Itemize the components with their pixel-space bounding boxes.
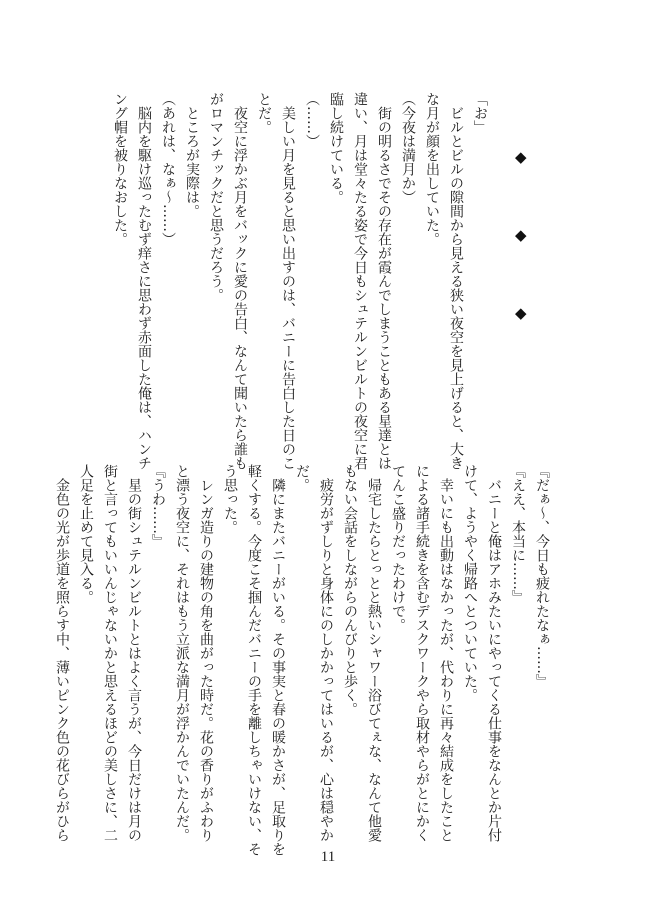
text-column: 脳内を駆け巡ったむず痒さに思わず赤面した俺は、ハンチ — [136, 106, 152, 470]
text-column: 臨し続けている。 — [328, 92, 344, 204]
text-column: てんこ盛りだったわけで。 — [390, 464, 406, 632]
text-column: 違い、月は堂々たる姿で今日もシュテルンビルトの夜空に君 — [352, 92, 368, 470]
text-column: ビルとビルの隙間から見える狭い夜空を見上げると、大き — [448, 106, 464, 470]
text-column: （あれは、なぁ〜……） — [160, 92, 176, 246]
page-number: 11 — [320, 849, 336, 865]
text-column: 星の街シュテルンビルトとはよく言うが、今日だけは月の — [126, 478, 142, 842]
text-column: 『だぁ〜、今日も疲れたなぁ……』 — [534, 464, 550, 688]
scene-break-diamond: ◆ — [515, 226, 527, 244]
text-column: 人足を止めて見入る。 — [78, 464, 94, 604]
scene-break-diamond: ◆ — [515, 148, 527, 166]
text-column: 美しい月を見ると思い出すのは、バニーに告白した日のこ — [280, 106, 296, 470]
text-column: （……） — [304, 92, 320, 148]
text-column: だ。 — [294, 464, 310, 492]
text-column: バニーと俺はアホみたいにやってくる仕事をなんとか片付 — [486, 478, 502, 842]
text-column: けて、ようやく帰路へとついていた。 — [462, 464, 478, 702]
text-column: 帰宅したらとっとと熱いシャワー浴びてぇな、なんて他愛 — [366, 478, 382, 842]
text-column: とだ。 — [256, 92, 272, 134]
text-column: （今夜は満月か） — [400, 92, 416, 204]
text-column: 街と言ってもいいんじゃないかと思えるほどの美しさに、二 — [102, 464, 118, 842]
text-column: がロマンチックだと思うだろう。 — [208, 92, 224, 302]
text-column: 金色の光が歩道を照らす中、薄いピンク色の花びらがひら — [54, 478, 70, 842]
text-column: 街の明るさでその存在が霞んでしまうこともある星達とは — [376, 106, 392, 470]
text-column: レンガ造りの建物の角を曲がった時だ。花の香りがふわり — [198, 478, 214, 842]
text-column: う思った。 — [222, 464, 238, 534]
text-column: 『うわ……』 — [150, 464, 166, 548]
text-column: 幸いにも出動はなかったが、代わりに再々結成をしたこと — [438, 478, 454, 842]
scene-break-diamond: ◆ — [515, 304, 527, 322]
text-column: な月が顔を出していた。 — [424, 92, 440, 246]
text-column: 『ええ、本当に……』 — [510, 464, 526, 604]
text-column: 「お」 — [472, 92, 488, 134]
text-column: と漂う夜空に、それはもう立派な満月が浮かんでいたんだ。 — [174, 464, 190, 842]
text-column: 夜空に浮かぶ月をバックに愛の告白、なんて聞いたら誰も — [232, 106, 248, 470]
text-column: 軽くする。今度こそ掴んだバニーの手を離しちゃいけない、そ — [246, 464, 262, 856]
text-column: 疲労がずしりと身体にのしかかってはいるが、心は穏やか — [318, 478, 334, 842]
text-column: もない会話をしながらのんびりと歩く。 — [342, 464, 358, 716]
text-column: ング帽を被りなおした。 — [112, 92, 128, 246]
text-column: 隣にまたバニーがいる。その事実と春の暖かさが、足取りを — [270, 478, 286, 856]
text-column: による諸手続きを含むデスクワークやら取材やらがとにかく — [414, 464, 430, 842]
text-column: ところが実際は。 — [184, 106, 200, 218]
